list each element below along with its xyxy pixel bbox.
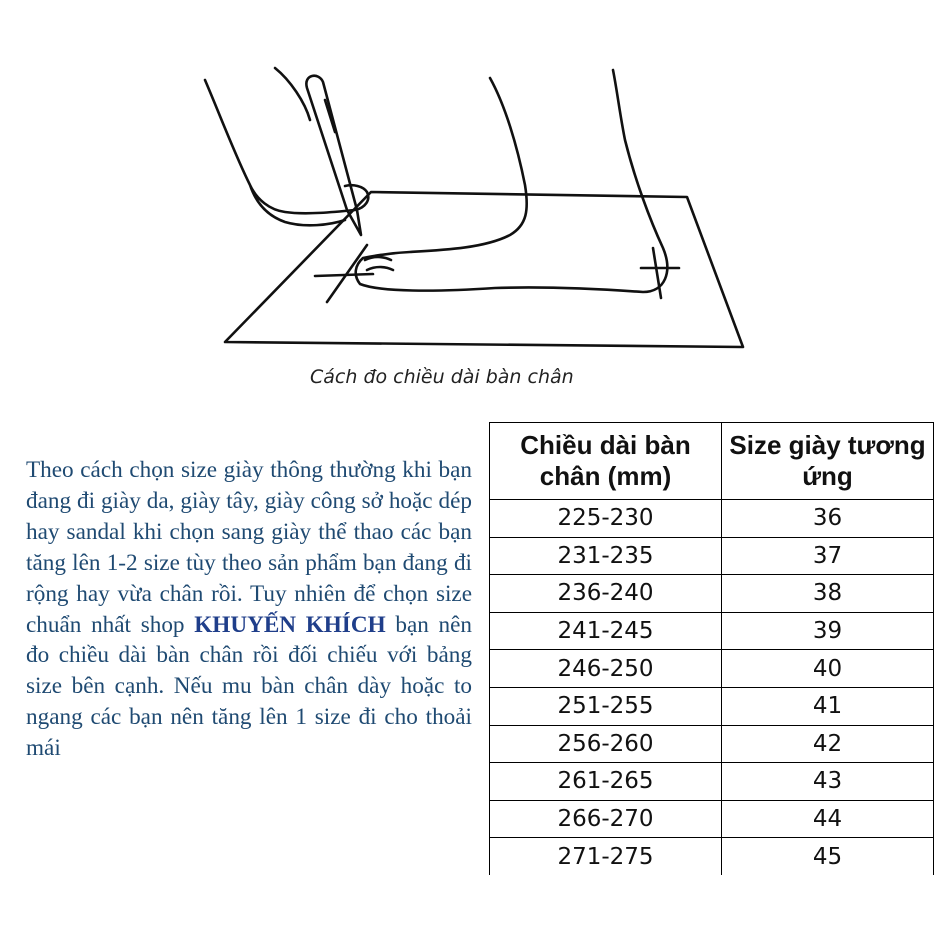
table-row: [490, 800, 934, 838]
table-row: [490, 650, 934, 688]
shoe-size-cell: 43: [722, 763, 934, 801]
description-emphasis: KHUYẾN KHÍCH: [194, 611, 386, 638]
header-foot-length: Chiều dài bàn chân (mm): [490, 423, 722, 500]
shoe-size-cell: 38: [722, 575, 934, 613]
foot-outline: [356, 70, 668, 292]
table-row: [490, 612, 934, 650]
table-row: [490, 763, 934, 801]
foot-length-cell: 225-230: [490, 500, 722, 538]
shoe-size-cell: 41: [722, 687, 934, 725]
foot-length-cell: 271-275: [490, 838, 722, 875]
table-row: [490, 725, 934, 763]
foot-length-cell: 251-255: [490, 687, 722, 725]
shoe-size-cell: 40: [722, 650, 934, 688]
header-shoe-size: Size giày tương ứng: [722, 423, 934, 500]
foot-length-cell: 231-235: [490, 537, 722, 575]
table-header-row: [490, 423, 934, 500]
shoe-size-cell: 44: [722, 800, 934, 838]
shoe-size-cell: 36: [722, 500, 934, 538]
table-row: [490, 537, 934, 575]
caption: Cách đo chiều dài bàn chân: [310, 366, 574, 388]
shoe-size-cell: 39: [722, 612, 934, 650]
foot-length-cell: 241-245: [490, 612, 722, 650]
table-row: [490, 687, 934, 725]
shoe-size-cell: 45: [722, 838, 934, 875]
paper-sheet: [225, 192, 743, 347]
table-row: [490, 575, 934, 613]
size-table: [489, 422, 934, 875]
shoe-size-cell: 42: [722, 725, 934, 763]
foot-length-cell: 236-240: [490, 575, 722, 613]
shoe-size-cell: 37: [722, 537, 934, 575]
table-row: [490, 838, 934, 875]
foot-measuring-illustration: [195, 60, 755, 360]
description-part2: bạn nên đo chiều dài bàn chân rồi đối chiếu với bảng size bên cạnh. Nếu mu bàn chân dày hoặc to ngang các bạn nên tăng lên 1 size đi cho thoải mái: [26, 611, 473, 762]
foot-length-cell: 261-265: [490, 763, 722, 801]
foot-length-cell: 256-260: [490, 725, 722, 763]
table-row: [490, 500, 934, 538]
foot-length-cell: 266-270: [490, 800, 722, 838]
description-text: [26, 455, 472, 764]
description-part1: Theo cách chọn size giày thông thường khi bạn đang đi giày da, giày tây, giày công sở hoặc dép hay sandal khi chọn sang giày thể thao các bạn tăng lên 1-2 size tùy theo sản phẩm bạn đang đi rộng hay vừa chân rồi. Tuy nhiên để chọn size chuẩn nhất shop: [26, 457, 472, 638]
foot-length-cell: 246-250: [490, 650, 722, 688]
